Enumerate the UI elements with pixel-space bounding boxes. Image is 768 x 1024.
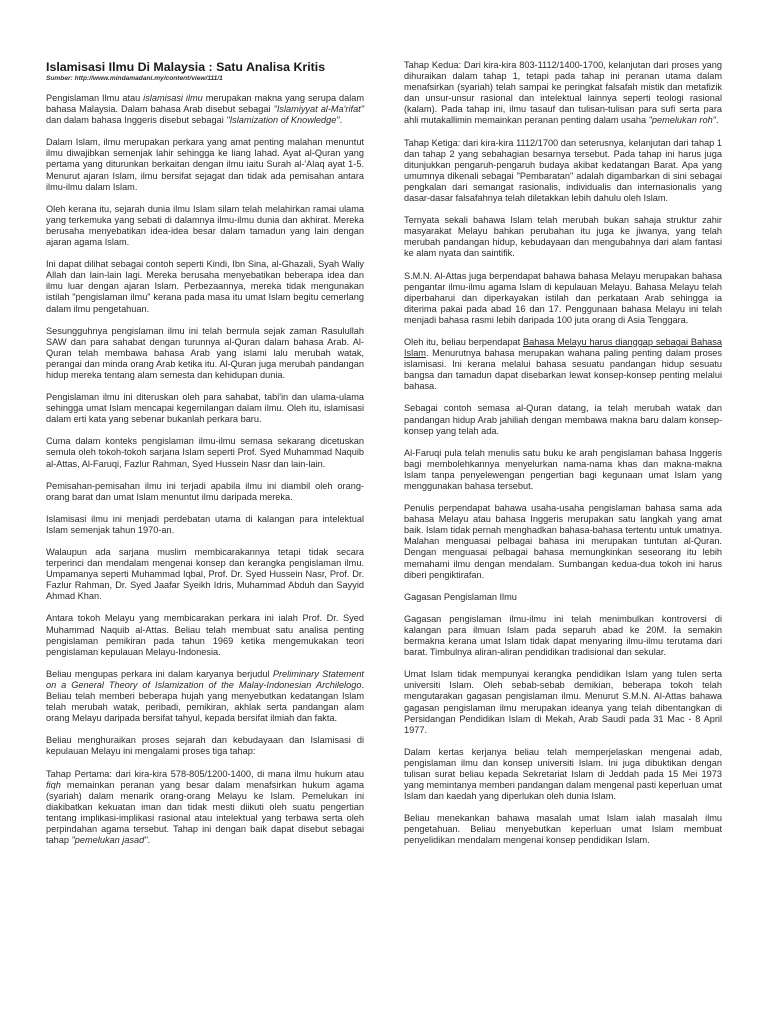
- left-column: [46, 60, 364, 857]
- italic-term: "Islamization of Knowledge": [226, 115, 340, 126]
- italic-term: "pemelukan jasad": [71, 835, 148, 846]
- paragraph: Walaupun ada sarjana muslim membicarakannya tetapi tidak secara terperinci dan mendalam mengenai konsep dan kerangka pengislaman ilmu. Umpamanya seperti Muhammad Iqbal, Prof. Dr. Syed Hussein Nasr, Prof. Dr. Fazlur Rahman, Dr. Syed Jaafar Syeikh Idris, Muhammad Abduh dan Sayyid Ahmad Khan.: [46, 547, 364, 602]
- book-title: Preliminary Statement on a General Theory of Islamization of the Malay-Indonesian Archilelogo: [46, 668, 364, 690]
- paragraph: Gagasan pengislaman ilmu-ilmu ini telah menimbulkan kontroversi di kalangan para ilmuan Islam pada separuh abad ke 20M. Ia semakin bermakna kerana umat Islam tidak dapat menyaring ilmu-ilmu terutama dari barat. Timbulnya aliran-aliran pendidikan tradisional dan sekular.: [404, 613, 722, 658]
- italic-term: fiqh: [46, 779, 61, 790]
- paragraph: Sesungguhnya pengislaman ilmu ini telah bermula sejak zaman Rasulullah SAW dan para sahabat dengan turunnya al-Quran dalam bahasa Arab. Al-Quran telah membawa bahasa Arab yang islami lalu merubah watak, perangai dan minda orang Arab ketika itu. Al-Quran juga merubah pandangan hidup mereka tentang alam semesta dan kehidupan dunia.: [46, 325, 364, 380]
- source-line: Sumber: http://www.mindamadani.my/content/view/111/1: [46, 75, 223, 82]
- paragraph: Al-Faruqi pula telah menulis satu buku ke arah pengislaman bahasa Inggeris bagi membolehkannya menyelurkan nama-nama khas dan makna-makna Islam tanpa penyelewengan pengertian bagi kegunaan umat Islam yang menggunakan bahasa tersebut.: [404, 447, 722, 491]
- italic-term: "Islamiyyat al-Ma'rifat": [273, 104, 364, 115]
- section-heading: Gagasan Pengislaman Ilmu: [404, 591, 517, 602]
- paragraph: Sebagai contoh semasa al-Quran datang, ia telah merubah watak dan pandangan hidup Arab jahiliah dengan membawa makna baru dalam konsep-konsep yang telah ada.: [404, 403, 722, 436]
- paragraph: Cuma dalam konteks pengislaman ilmu-ilmu semasa sekarang dicetuskan semula oleh tokoh-tokoh sarjana Islam seperti Prof. Syed Muhammad Naquib al-Attas, Al-Faruqi, Fazlur Rahman, Syed Hussein Nasr dan lain-lain.: [46, 436, 364, 469]
- paragraph: Umat Islam tidak mempunyai kerangka pendidikan Islam yang tulen serta universiti Islam. Oleh sebab-sebab demikian, beberapa tokoh telah mengutarakan gagasan pengislaman ilmu. Menurut S.M.N. Al-Attas bahawa gagasan pengislaman ilmu merupakan ideanya yang telah dibentangkan di Persidangan Pendidikan Islam di Mekah, Arab Saudi pada 31 Mac - 8 April 1977.: [404, 669, 722, 735]
- right-column: [404, 60, 722, 858]
- paragraph: Tahap Kedua: Dari kira-kira 803-1112/1400-1700, kelanjutan dari proses yang dihuraikan dalam tahap 1, tetapi pada tahap ini peranan utama dalam menafsirkan (syariah) telah sampai ke peringkat falsafah mistik dan metafizik dan unsur-unsur rasional dan intelektual lainnya seperti teologi rasional (kalam). Pada tahap ini, ilmu tasauf dan tulisan-tulisan para sufi serta para ahli mutakallimin memainkan peranan penting dalam usaha "pemelukan roh".: [404, 60, 722, 126]
- article-title: Islamisasi Ilmu Di Malaysia : Satu Analisa Kritis: [46, 60, 326, 74]
- italic-term: "pemelukan roh": [648, 115, 716, 126]
- paragraph: Ternyata sekali bahawa Islam telah merubah bukan sahaja struktur zahir masyarakat Melayu bahkan perubahan itu juga ke jiwanya, yang telah merubah pandangan hidup, kebudayaan dan mengubahnya dari alam fantasi ke alam nyata dan saintifik.: [404, 215, 722, 259]
- paragraph: Ini dapat dilihat sebagai contoh seperti Kindi, Ibn Sina, al-Ghazali, Syah Waliy Allah dan lain-lain lagi. Mereka berusaha menyebatikan beberapa idea dan ilmu luar dengan ajaran Islam. Perbezaannya, mereka tidak mengunakan istilah "pengislaman ilmu" kerana pada masa itu umat Islam begitu cemerlang dalam ilmu pengetahuan.: [46, 259, 364, 314]
- paragraph: Beliau menghuraikan proses sejarah dan kebudayaan dan Islamisasi di kepulauan Melayu ini mengalami proses tiga tahap:: [46, 735, 364, 757]
- paragraph: Beliau mengupas perkara ini dalam karyanya berjudul Preliminary Statement on a General Theory of Islamization of the Malay-Indonesian Archilelogo. Beliau telah memberi beberapa hujah yang menyebutkan kedatangan Islam telah merubah watak, peribadi, pemikiran, akhlak serta pandangan alam orang Melayu daripada bersifat tahyul, kepada bersifat ilmiah dan fakta.: [46, 668, 364, 724]
- paragraph: Dalam kertas kerjanya beliau telah memperjelaskan mengenai adab, pengislaman ilmu dan konsep universiti Islam. Ini juga dibuktikan dengan tulisan surat beliau kepada Sekretariat Islam di Jeddah pada 15 Mei 1973 yang memintanya memberi pandangan dalam mengenal pasti keperluan umat Islam dan kaedah yang diperlukan oleh dunia Islam.: [404, 746, 722, 802]
- paragraph: Dalam Islam, ilmu merupakan perkara yang amat penting malahan menuntut ilmu diwajibkan semenjak lahir sehingga ke liang lahad. Ayat al-Quran yang pertama yang diturunkan berkaitan dengan ilmu iaitu Surah al-'Alaq ayat 1-5. Menurut ajaran Islam, ilmu bersifat sejagat dan tidak ada pemisahan antara ilmu-ilmu dalam Islam.: [46, 137, 364, 192]
- paragraph: Tahap Pertama: dari kira-kira 578-805/1200-1400, di mana ilmu hukum atau fiqh memainkan peranan yang besar dalam menafsirkan hukum agama (syariah) dalam menarik orang-orang Melayu ke Islam. Pemelukan ini diakibatkan kekuatan iman dan tidak mesti diikuti oleh suatu pengertian tentang implikasi-implikasi rasional atau intelektual yang terbawa serta oleh perpindahan agama tersebut. Tahap ini dengan baik dapat disebut sebagai tahap "pemelukan jasad".: [46, 768, 364, 846]
- paragraph: Penulis perpendapat bahawa usaha-usaha pengislaman bahasa sama ada bahasa Melayu atau bahasa Inggeris merupakan satu langkah yang amat baik. Islam tidak pernah menghadkan bahasa-bahasa tertentu untuk umatnya. Malahan menguasai pelbagai bahasa ini merupakan tuntutan al-Quran. Dengan menguasai pelbagai bahasa memungkinkan seseorang itu lebih memahami ilmu dengan mendalam. Sumbangan kedua-dua tokoh ini harus diberi pengiktirafan.: [404, 503, 722, 580]
- italic-term: islamisasi ilmu: [143, 93, 203, 103]
- paragraph: Oleh kerana itu, sejarah dunia ilmu Islam silam telah melahirkan ramai ulama yang terkemuka yang sebati di dalamnya ilmu-ilmu dunia dan akhirat. Mereka berusaha menyebatikan idea-idea besar dalam tamadun yang lain dengan ajaran agama Islam.: [46, 203, 364, 248]
- paragraph: Pengislaman Ilmu atau islamisasi ilmu merupakan makna yang serupa dalam bahasa Malaysia. Dalam bahasa Arab disebut sebagai "Islamiyyat al-Ma'rifat" dan dalam bahasa Inggeris disebut sebagai "Islamization of Knowledge".: [46, 93, 365, 126]
- paragraph: Beliau menekankan bahawa masalah umat Islam ialah masalah ilmu pengetahuan. Beliau menyebutkan keperluan umat Islam membuat penyelidikan mendalam mengenai konsep pendidikan Islam.: [404, 813, 722, 846]
- paragraph: Pemisahan-pemisahan ilmu ini terjadi apabila ilmu ini diambil oleh orang-orang barat dan umat Islam menuntut ilmu daripada mereka.: [46, 480, 364, 502]
- paragraph: Islamisasi ilmu ini menjadi perdebatan utama di kalangan para intelektual Islam semenjak tahun 1970-an.: [46, 513, 364, 535]
- paragraph: Oleh itu, beliau berpendapat Bahasa Melayu harus dianggap sebagai Bahasa Islam. Menurutnya bahasa merupakan wahana paling penting dalam proses islamisasi. Ini kerana melalui bahasa sesuatu pandangan hidup sesuatu bangsa dan tamadun dapat disebarkan lewat konsep-konsep penting melalui bahasa.: [404, 336, 722, 392]
- paragraph: S.M.N. Al-Attas juga berpendapat bahawa bahasa Melayu merupakan bahasa pengantar ilmu-ilmu agama Islam di kepulauan Melayu. Bahasa Melayu telah diperbaharui dan diperkayakan istilah dan perkataan Arab sehingga ia diterima pakai pada abad 16 dan 17. Penggunaan bahasa Melayu ini telah menjadi bahasa rasmi lebih daripada 100 juta orang di Asia Tenggara.: [404, 270, 722, 325]
- paragraph: Tahap Ketiga: dari kira-kira 1112/1700 dan seterusnya, kelanjutan dari tahap 1 dan tahap 2 yang sebahagian besarnya tersebut. Pada tahap ini harus juga ditunjukkan pengaruh-pengaruh budaya akibat kedatangan Barat. Apa yang umumnya dikenali sebagai "Pembaratan" adalah digambarkan di sini sebagai pengkalan dari semangat rasionalis, individualis dan internasionalis yang dasar-dasar falsafahnya telah diletakkan lebih dahulu oleh Islam.: [404, 137, 722, 204]
- paragraph: Antara tokoh Melayu yang membicarakan perkara ini ialah Prof. Dr. Syed Muhammad Naquib al-Attas. Beliau telah membuat satu analisa penting pengislaman pemikiran pada tahun 1969 ketika mengemukakan teori pengislaman kepulauan Melayu-Indonesia.: [46, 613, 364, 657]
- paragraph: Pengislaman ilmu ini diteruskan oleh para sahabat, tabi'in dan ulama-ulama sehingga umat Islam mencapai kegemilangan dalam ilmu. Oleh itu, islamisasi dalam erti kata yang sebenar bukanlah perkara baru.: [46, 392, 364, 425]
- underlined-phrase: Bahasa Melayu harus dianggap sebagai Bahasa Islam: [404, 336, 722, 359]
